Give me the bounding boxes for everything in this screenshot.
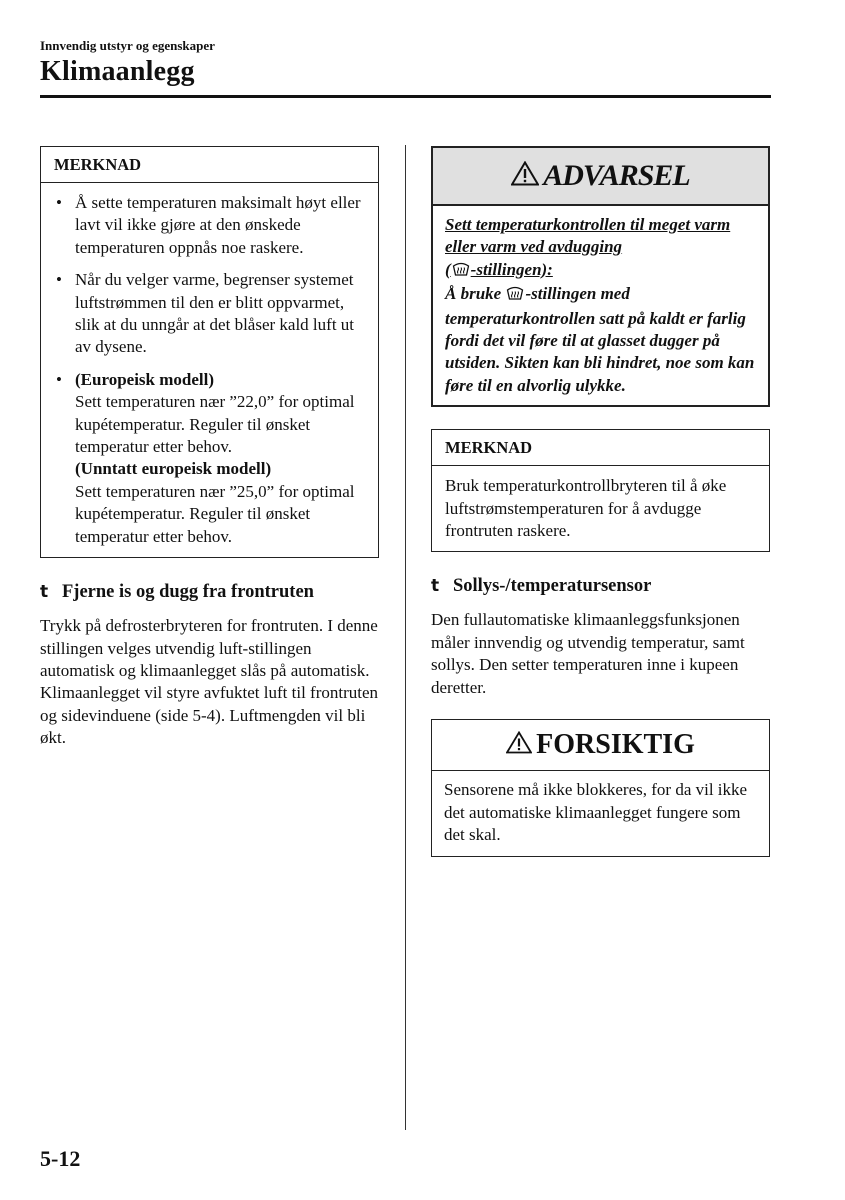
section-marker: t (40, 582, 49, 603)
warning-triangle-icon (506, 731, 532, 759)
sensor-paragraph: Den fullautomatiske klimaanleggsfunksjonen måler innvendig og utvendig temperatur, samt sollys. Den setter temperaturen inne i kupeen deretter. (431, 610, 745, 697)
bullet-icon: • (56, 270, 62, 290)
caution-box (431, 719, 770, 857)
section-heading-defrost (40, 582, 379, 603)
note-heading: MERKNAD (432, 430, 769, 466)
warning-box (431, 146, 770, 407)
section-heading-sensor (431, 576, 770, 597)
note-text: Bruk temperaturkontrollbryteren til å øke luftstrømstemperaturen for å avdugge frontruten raskere. (445, 476, 727, 541)
eu-model-text: Sett temperaturen nær ”22,0” for optimal kupétemperatur. Reguler til ønsket temperatur etter behov. (75, 392, 355, 457)
note-box (431, 429, 770, 552)
caution-header (432, 720, 769, 771)
page-number: 5-12 (40, 1146, 81, 1171)
warning-title: ADVARSEL (543, 159, 690, 192)
column-divider (405, 145, 406, 1130)
right-column (431, 146, 770, 857)
caution-title: FORSIKTIG (536, 729, 695, 761)
warning-text-rest: -stillingen med temperaturkontrollen satt på kaldt er farlig fordi det vil føre til at glasset dugger på utsiden. Sikten kan bli hindret, noe som kan føre til en alvorlig ulykke. (445, 284, 755, 395)
warning-text-start: Å bruke (445, 284, 502, 304)
warning-underlined-close: -stillingen): (470, 259, 553, 279)
warning-triangle-icon (511, 161, 539, 191)
bullet-text: Å sette temperaturen maksimalt høyt eller lavt vil ikke gjøre at den ønskede temperaturen oppnås noe raskere. (75, 193, 361, 257)
warning-body (433, 206, 768, 405)
list-item (54, 269, 365, 359)
bullet-text: Når du velger varme, begrenser systemet luftstrømmen til den er blitt oppvarmet, slik at du unngår at det blåser kald luft ut av dysene. (75, 270, 355, 357)
note-heading: MERKNAD (41, 147, 378, 183)
note-bullet-list (54, 192, 365, 548)
defrost-paragraph: Trykk på defrosterbryteren for frontruten. I denne stillingen velges utvendig luft-stillingen automatisk og klimaanlegget slås på automatisk. Klimaanlegget vil styre avfuktet luft til frontruten og sidevinduene (side 5-4). Luftmengden vil bli økt. (40, 616, 379, 748)
section-label: Innvendig utstyr og egenskaper (40, 38, 215, 53)
windshield-defroster-icon (506, 285, 524, 307)
section-marker: t (431, 576, 440, 597)
section-heading-text: Fjerne is og dugg fra frontruten (62, 582, 314, 603)
non-eu-model-text: Sett temperaturen nær ”25,0” for optimal kupétemperatur. Reguler til ønsket temperatur etter behov. (75, 481, 355, 546)
note-body (41, 183, 378, 557)
bullet-icon: • (56, 193, 62, 212)
eu-model-heading: (Europeisk modell) (75, 369, 215, 389)
list-item (54, 369, 365, 548)
page-title: Klimaanlegg (40, 56, 195, 87)
windshield-defroster-icon (452, 261, 470, 283)
note-box (40, 146, 379, 558)
title-rule (40, 95, 771, 98)
caution-text: Sensorene må ikke blokkeres, for da vil ikke det automatiske klimaanlegget fungere som det skal. (444, 780, 748, 844)
warning-underlined-open: ( (445, 259, 451, 279)
warning-underlined-text: Sett temperaturkontrollen til meget varm eller varm ved avdugging (445, 215, 731, 257)
warning-header (433, 148, 768, 206)
bullet-icon: • (56, 369, 62, 389)
left-column (40, 146, 379, 750)
list-item (54, 192, 365, 259)
non-eu-model-heading: (Unntatt europeisk modell) (75, 459, 272, 479)
section-heading-text: Sollys-/temperatursensor (453, 576, 652, 597)
